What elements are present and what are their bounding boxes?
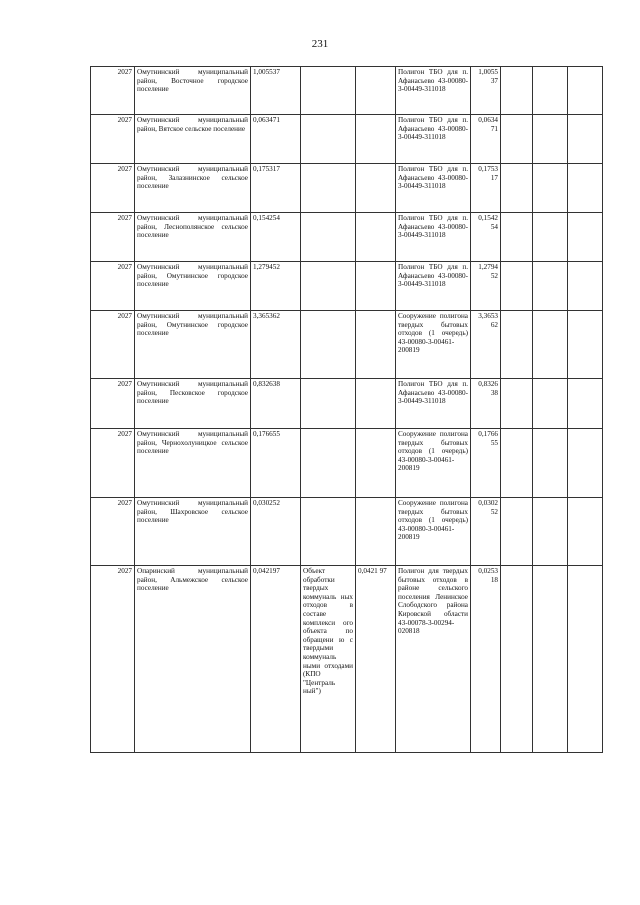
empty-cell xyxy=(568,262,603,311)
empty-cell xyxy=(533,311,568,379)
object-value-cell xyxy=(356,164,396,213)
object-cell xyxy=(301,379,356,429)
destination-cell: Полигон ТБО для п. Афанасьево 43-00080-3-00449-311018 xyxy=(396,164,471,213)
table-row xyxy=(91,379,603,429)
destination-value-cell: 0,1766 55 xyxy=(471,429,501,498)
empty-cell xyxy=(533,115,568,164)
value-cell: 0,175317 xyxy=(251,164,301,213)
empty-cell xyxy=(568,115,603,164)
area-cell: Омутнинский муниципальный район, Омутнинское городское поселение xyxy=(135,262,251,311)
value-cell: 0,832638 xyxy=(251,379,301,429)
table-row xyxy=(91,115,603,164)
area-cell: Омутнинский муниципальный район, Омутнинское городское поселение xyxy=(135,311,251,379)
area-cell: Омутнинский муниципальный район, Черноxолуницкое сельское поселение xyxy=(135,429,251,498)
object-value-cell xyxy=(356,498,396,566)
year-cell: 2027 xyxy=(91,566,135,753)
object-value-cell xyxy=(356,67,396,115)
object-value-cell: 0,0421 97 xyxy=(356,566,396,753)
destination-cell: Полигон для твердых бытовых отходов в районе сельского поселения Ленинское Слободского района Кировской области 43-00078-3-00294-020818 xyxy=(396,566,471,753)
destination-cell: Сооружение полигона твердых бытовых отходов (1 очередь) 43-00080-3-00461-200819 xyxy=(396,429,471,498)
object-value-cell xyxy=(356,262,396,311)
destination-cell: Сооружение полигона твердых бытовых отходов (1 очередь) 43-00080-3-00461-200819 xyxy=(396,498,471,566)
empty-cell xyxy=(501,213,533,262)
year-cell: 2027 xyxy=(91,311,135,379)
object-value-cell xyxy=(356,429,396,498)
value-cell: 0,042197 xyxy=(251,566,301,753)
empty-cell xyxy=(501,67,533,115)
destination-cell: Полигон ТБО для п. Афанасьево 43-00080-3-00449-311018 xyxy=(396,115,471,164)
empty-cell xyxy=(568,566,603,753)
empty-cell xyxy=(568,311,603,379)
value-cell: 0,154254 xyxy=(251,213,301,262)
destination-value-cell: 0,0302 52 xyxy=(471,498,501,566)
destination-value-cell: 3,3653 62 xyxy=(471,311,501,379)
table-row xyxy=(91,262,603,311)
area-cell: Омутнинский муниципальный район, Песковское городское поселение xyxy=(135,379,251,429)
destination-cell: Сооружение полигона твердых бытовых отходов (1 очередь) 43-00080-3-00461-200819 xyxy=(396,311,471,379)
empty-cell xyxy=(568,67,603,115)
object-cell xyxy=(301,429,356,498)
object-cell xyxy=(301,311,356,379)
year-cell: 2027 xyxy=(91,262,135,311)
year-cell: 2027 xyxy=(91,379,135,429)
empty-cell xyxy=(533,566,568,753)
area-cell: Омутнинский муниципальный район, Восточное городское поселение xyxy=(135,67,251,115)
page-number: 231 xyxy=(311,38,329,50)
area-cell: Омутнинский муниципальный район, Леснополянское сельское поселение xyxy=(135,213,251,262)
empty-cell xyxy=(568,429,603,498)
empty-cell xyxy=(501,429,533,498)
object-cell xyxy=(301,115,356,164)
destination-value-cell: 0,8326 38 xyxy=(471,379,501,429)
table-row xyxy=(91,164,603,213)
empty-cell xyxy=(501,311,533,379)
year-cell: 2027 xyxy=(91,164,135,213)
table-row xyxy=(91,311,603,379)
empty-cell xyxy=(533,262,568,311)
empty-cell xyxy=(533,429,568,498)
empty-cell xyxy=(533,67,568,115)
object-cell xyxy=(301,262,356,311)
empty-cell xyxy=(533,164,568,213)
empty-cell xyxy=(501,566,533,753)
destination-cell: Полигон ТБО для п. Афанасьево 43-00080-3-00449-311018 xyxy=(396,213,471,262)
value-cell: 0,176655 xyxy=(251,429,301,498)
empty-cell xyxy=(501,115,533,164)
object-value-cell xyxy=(356,213,396,262)
year-cell: 2027 xyxy=(91,498,135,566)
destination-cell: Полигон ТБО для п. Афанасьево 43-00080-3-00449-311018 xyxy=(396,262,471,311)
table-row xyxy=(91,429,603,498)
empty-cell xyxy=(501,164,533,213)
area-cell: Омутнинский муниципальный район, Шахровское сельское поселение xyxy=(135,498,251,566)
empty-cell xyxy=(533,213,568,262)
destination-cell: Полигон ТБО для п. Афанасьево 43-00080-3-00449-311018 xyxy=(396,379,471,429)
empty-cell xyxy=(501,262,533,311)
empty-cell xyxy=(568,213,603,262)
empty-cell xyxy=(533,379,568,429)
object-cell: Объект обработки твердых коммуналь ных отходов в составе комплекси ого объекта по обращени ю с твердыми коммуналь ными отходами (КПО "Централь ный") xyxy=(301,566,356,753)
area-cell: Омутнинский муниципальный район, Залазнинское сельское поселение xyxy=(135,164,251,213)
object-cell xyxy=(301,164,356,213)
table-row xyxy=(91,67,603,115)
year-cell: 2027 xyxy=(91,213,135,262)
empty-cell xyxy=(501,498,533,566)
area-cell: Омутнинский муниципальный район, Вятское сельское поселение xyxy=(135,115,251,164)
empty-cell xyxy=(568,164,603,213)
destination-value-cell: 0,1542 54 xyxy=(471,213,501,262)
object-cell xyxy=(301,213,356,262)
destination-cell: Полигон ТБО для п. Афанасьево 43-00080-3-00449-311018 xyxy=(396,67,471,115)
empty-cell xyxy=(568,498,603,566)
object-value-cell xyxy=(356,311,396,379)
destination-value-cell: 0,0253 18 xyxy=(471,566,501,753)
data-table xyxy=(90,66,603,753)
destination-value-cell: 1,0055 37 xyxy=(471,67,501,115)
year-cell: 2027 xyxy=(91,67,135,115)
value-cell: 1,279452 xyxy=(251,262,301,311)
table-row xyxy=(91,566,603,753)
object-value-cell xyxy=(356,115,396,164)
year-cell: 2027 xyxy=(91,429,135,498)
area-cell: Опаринский муниципальный район, Альмежское сельское поселение xyxy=(135,566,251,753)
destination-value-cell: 1,2794 52 xyxy=(471,262,501,311)
destination-value-cell: 0,1753 17 xyxy=(471,164,501,213)
object-cell xyxy=(301,498,356,566)
empty-cell xyxy=(533,498,568,566)
empty-cell xyxy=(568,379,603,429)
value-cell: 1,005537 xyxy=(251,67,301,115)
year-cell: 2027 xyxy=(91,115,135,164)
empty-cell xyxy=(501,379,533,429)
value-cell: 0,030252 xyxy=(251,498,301,566)
table-row xyxy=(91,498,603,566)
table-row xyxy=(91,213,603,262)
destination-value-cell: 0,0634 71 xyxy=(471,115,501,164)
value-cell: 3,365362 xyxy=(251,311,301,379)
object-cell xyxy=(301,67,356,115)
object-value-cell xyxy=(356,379,396,429)
value-cell: 0,063471 xyxy=(251,115,301,164)
